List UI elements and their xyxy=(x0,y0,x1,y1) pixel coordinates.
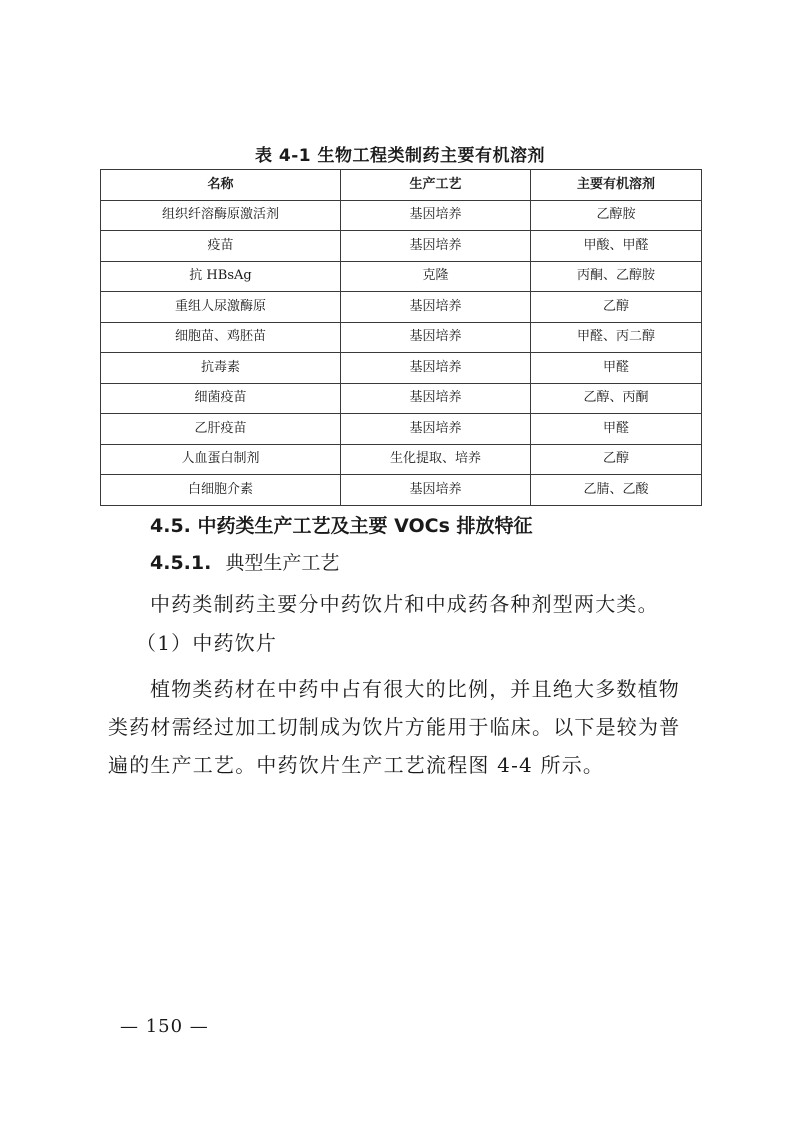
cell-process: 基因培养 xyxy=(341,200,531,231)
table-row xyxy=(101,414,702,445)
table-row xyxy=(101,444,702,475)
cell-solvent: 乙醇、丙酮 xyxy=(531,383,702,414)
table-header-row xyxy=(101,170,702,201)
header-name: 名称 xyxy=(101,170,341,201)
cell-name: 组织纤溶酶原激活剂 xyxy=(101,200,341,231)
cell-solvent: 乙醇胺 xyxy=(531,200,702,231)
paragraph-intro: 中药类制药主要分中药饮片和中成药各种剂型两大类。 xyxy=(150,592,659,616)
subsection-number: 4.5.1. xyxy=(150,552,212,574)
cell-solvent: 甲醛 xyxy=(531,414,702,445)
section-heading: 4.5. 中药类生产工艺及主要 VOCs 排放特征 xyxy=(150,515,533,537)
cell-name: 细胞苗、鸡胚苗 xyxy=(101,322,341,353)
cell-name: 重组人尿激酶原 xyxy=(101,292,341,323)
table-row xyxy=(101,200,702,231)
cell-solvent: 丙酮、乙醇胺 xyxy=(531,261,702,292)
paragraph-body: 植物类药材在中药中占有很大的比例，并且绝大多数植物类药材需经过加工切制成为饮片方能用于临床。以下是较为普遍的生产工艺。中药饮片生产工艺流程图 4-4 所示。 xyxy=(108,677,681,777)
table-row xyxy=(101,383,702,414)
cell-process: 基因培养 xyxy=(341,383,531,414)
cell-process: 基因培养 xyxy=(341,414,531,445)
cell-process: 基因培养 xyxy=(341,292,531,323)
cell-process: 基因培养 xyxy=(341,231,531,262)
solvent-table xyxy=(100,169,702,506)
cell-name: 抗 HBsAg xyxy=(101,261,341,292)
cell-process: 基因培养 xyxy=(341,353,531,384)
header-process: 生产工艺 xyxy=(341,170,531,201)
table-row xyxy=(101,322,702,353)
cell-solvent: 乙腈、乙酸 xyxy=(531,475,702,506)
cell-solvent: 甲醛 xyxy=(531,353,702,384)
table-row xyxy=(101,261,702,292)
table-row xyxy=(101,292,702,323)
subsection-title: 典型生产工艺 xyxy=(225,552,340,574)
header-solvent: 主要有机溶剂 xyxy=(531,170,702,201)
cell-process: 基因培养 xyxy=(341,322,531,353)
page-number: — 150 — xyxy=(120,1016,209,1037)
cell-process: 基因培养 xyxy=(341,475,531,506)
table-row xyxy=(101,231,702,262)
cell-solvent: 乙醇 xyxy=(531,444,702,475)
cell-name: 细菌疫苗 xyxy=(101,383,341,414)
table-row xyxy=(101,475,702,506)
table-caption: 表 4-1 生物工程类制药主要有机溶剂 xyxy=(254,146,546,166)
cell-name: 抗毒素 xyxy=(101,353,341,384)
cell-name: 疫苗 xyxy=(101,231,341,262)
subsection-heading xyxy=(150,549,339,577)
cell-process: 生化提取、培养 xyxy=(341,444,531,475)
table-row xyxy=(101,353,702,384)
cell-solvent: 甲醛、丙二醇 xyxy=(531,322,702,353)
cell-solvent: 甲酸、甲醛 xyxy=(531,231,702,262)
cell-solvent: 乙醇 xyxy=(531,292,702,323)
cell-name: 白细胞介素 xyxy=(101,475,341,506)
cell-name: 乙肝疫苗 xyxy=(101,414,341,445)
paragraph-item-heading: （1）中药饮片 xyxy=(136,631,278,655)
cell-process: 克隆 xyxy=(341,261,531,292)
cell-name: 人血蛋白制剂 xyxy=(101,444,341,475)
